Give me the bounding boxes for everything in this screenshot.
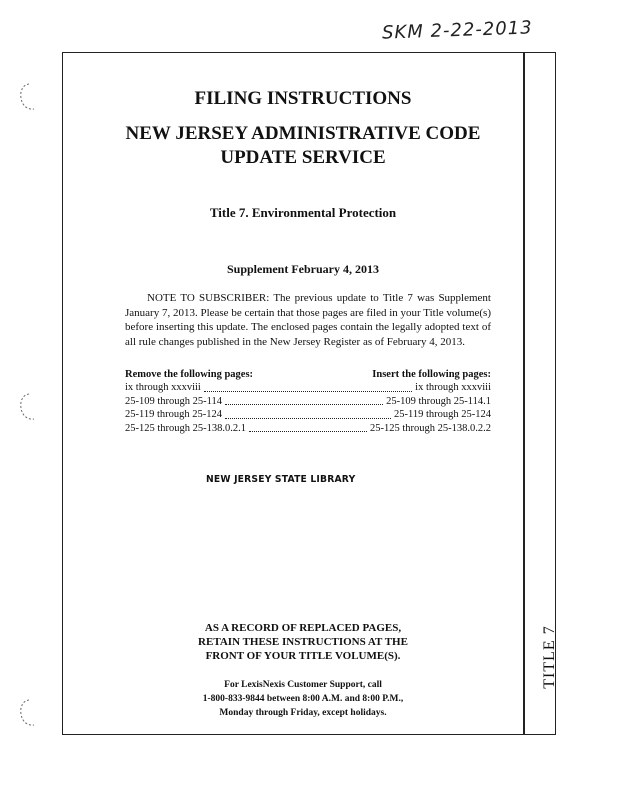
remove-header: Remove the following pages: <box>125 369 254 380</box>
punch-hole-middle <box>18 392 40 422</box>
support-line3: Monday through Friday, except holidays. <box>219 708 387 718</box>
list-row <box>125 395 491 409</box>
dot-leader <box>249 431 367 432</box>
code-title-line1: NEW JERSEY ADMINISTRATIVE CODE <box>125 123 481 144</box>
dot-leader <box>225 404 383 405</box>
dot-leader <box>204 391 412 392</box>
list-row <box>125 422 491 436</box>
customer-support <box>88 678 518 720</box>
insert-pages: 25-109 through 25-114.1 <box>386 395 491 407</box>
dot-leader <box>225 418 391 419</box>
insert-pages: 25-125 through 25-138.0.2.2 <box>369 422 491 434</box>
page-replacement-list <box>125 368 491 435</box>
support-line1: For LexisNexis Customer Support, call <box>224 680 382 690</box>
code-title <box>88 122 518 170</box>
subscriber-note <box>125 291 491 349</box>
remove-pages: 25-109 through 25-114 <box>125 395 223 407</box>
record-notice <box>88 621 518 663</box>
tab-divider <box>523 52 525 735</box>
punch-hole-top <box>18 82 40 112</box>
code-title-line2: UPDATE SERVICE <box>220 147 386 168</box>
support-line2: 1-800-833-9844 between 8:00 A.M. and 8:00 P.M., <box>202 694 404 704</box>
punch-hole-bottom <box>18 698 40 728</box>
supplement-date: Supplement February 4, 2013 <box>226 262 379 276</box>
title-tab-label: TITLE 7 <box>541 625 558 689</box>
subscriber-note-text: NOTE TO SUBSCRIBER: The previous update to Title 7 was Supplement January 7, 2013. Please be certain that those pages are filed in your Title volume(s) before inserting this update. The enclosed pages contain the legally adopted text of all rule changes published in the New Jersey Register as of February 4, 2013. <box>125 292 491 348</box>
list-row <box>125 381 491 395</box>
record-line3: FRONT OF YOUR TITLE VOLUME(S). <box>205 650 401 662</box>
record-line1: AS A RECORD OF REPLACED PAGES, <box>204 622 402 634</box>
insert-header: Insert the following pages: <box>372 369 491 380</box>
title-subtitle: Title 7. Environmental Protection <box>209 205 397 220</box>
remove-pages: ix through xxxviii <box>125 382 201 393</box>
insert-pages: ix through xxxviii <box>415 382 491 393</box>
handwritten-note: SKM 2-22-2013 <box>381 17 533 44</box>
remove-pages: 25-125 through 25-138.0.2.1 <box>125 422 247 434</box>
remove-pages: 25-119 through 25-124 <box>125 409 223 420</box>
library-stamp: NEW JERSEY STATE LIBRARY <box>206 474 356 485</box>
list-row <box>125 408 491 422</box>
insert-pages: 25-119 through 25-124 <box>393 409 491 420</box>
record-line2: RETAIN THESE INSTRUCTIONS AT THE <box>198 636 408 648</box>
page-title: FILING INSTRUCTIONS <box>194 88 412 109</box>
list-header <box>125 368 491 381</box>
